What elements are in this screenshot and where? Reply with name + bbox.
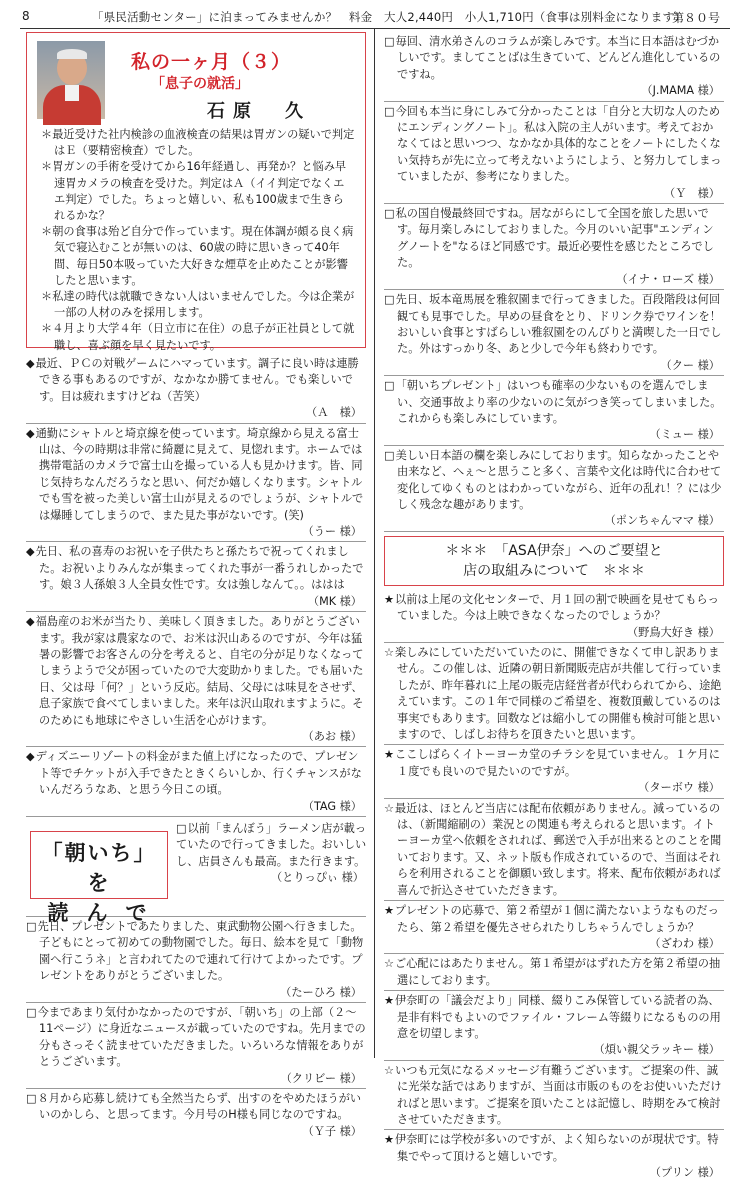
column-divider (374, 28, 375, 1058)
list-item: ☆いつも元気になるメッセージ有難うございます。ご提案の件、誠に光栄な話ではありますが、当面は市販のものをお使いいただければと思います。ご提案を頂いたことは記憶し、時期をみて検討させていただきます。 (384, 1061, 724, 1131)
list-item: ◆福島産のお米が当たり、美味しく頂きました。ありがとうございます。我が家は農家なので、お米は沢山あるのですが、今年は猛暑の影響でお客さんの分を考えると、自宅の分が足りなくなってしまうようで父が困っていたので大変助かりました。でも届いた日、父は母「何？」という反応。結局、父母には味見をさせず、息子家族で食べてしまいました。来年は沢山取れますように。そのためにも地球にやさしい生活を心がけます。 （あお 様） (26, 612, 366, 747)
essay-body (41, 127, 355, 354)
issue-number: 第８０号 (671, 11, 720, 25)
essay-item: ＊最近受けた社内検診の血液検査の結果は胃ガンの疑いで判定はＥ（要精密検査）でした。 (41, 128, 355, 158)
signature: （ターボウ 様） (638, 781, 720, 795)
left-column (26, 32, 366, 1141)
list-item: □「朝いちプレゼント」はいつも確率の少ないものを選んでしまい、交通事故より率の少ないのに気がつき笑ってしまいました。これからも楽しみにしています。 （ミュー 様） (384, 376, 724, 446)
signature: （煩い親父ラッキー 様） (593, 1043, 720, 1057)
asaichi-letters (26, 917, 366, 1141)
signature: （あお 様） (302, 729, 362, 743)
essay-subtitle: 「息子の就活」 (151, 76, 249, 92)
list-item: ◆最近、ＰＣの対戦ゲームにハマっています。調子に良い時は連勝できる事もあるのですが、なかなか勝てません。でも楽しいです。目は疲れますけどね（苦笑） （Ａ 様） (26, 354, 366, 424)
signature: （ざわわ 様） (649, 936, 720, 950)
essay-item: ＊胃ガンの手術を受けてから16年経過し、再発か？と悩み早速胃カメラの検査を受けた。判定はＡ（イイ判定でなくエエ判定）でした。ちょっと嬉しい、私も100歳まで生きられるかな？ (41, 160, 347, 223)
list-item: □私の国自慢最終回ですね。居ながらにして全国を旅した思いです。毎月楽しみにしておりました。今月のいい記事"エンディングノートを"なるほど同感です。最近必要性を感じたところでした。 （イナ・ローズ 様） (384, 204, 724, 290)
list-item: ◆ディズニーリゾートの料金がまた値上げになったので、プレゼント等でチケットが入手できたときくらいしか、行くチャンスがないんだろうなあ、と思う今日この頃。 （TAG 様） (26, 747, 366, 817)
signature: （J.MAMA 様） (641, 84, 720, 98)
signature: （クリビー 様） (280, 1071, 362, 1085)
signature: （たーひろ 様） (280, 985, 362, 999)
reader-letters (26, 354, 366, 817)
signature: （Ａ 様） (306, 406, 362, 420)
essay-item: ＊朝の食事は殆ど自分で作っています。現在体調が頗る良く病気で寝込むことが無いのは、60歳の時に思いきって40年間、毎日50本吸っていた大好きな煙草を止めたことが影響したと思います。 (41, 225, 354, 287)
signature: （クー 様） (660, 358, 720, 372)
signature: （野鳥大好き 様） (626, 625, 720, 639)
signature: （Ｙ 様） (664, 186, 720, 200)
right-column (384, 32, 724, 1183)
list-item: □以前「まんぼう」ラーメン店が載っていたので行ってきました。おいしいし、店員さんも最高。また行きます。 （とりっぴぃ 様） (176, 821, 368, 887)
author-photo (37, 41, 105, 119)
header-notice: 「県民活動センター」に泊まってみませんか？ 料金 大人2,440円 小人1,710円（食事は別料金になります） (92, 10, 686, 24)
list-item: □毎回、清水弟さんのコラムが楽しみです。本当に日本語はむづかしいです。ましてことばは生きていて、どんどん進化しているのですね。 （J.MAMA 様） (384, 32, 724, 102)
list-item: ☆ご心配にはあたりません。第１希望がはずれた方を第２希望の抽選にしております。 (384, 954, 724, 991)
essay-box (26, 32, 366, 352)
header-rule (20, 28, 730, 29)
list-item: □今まであまり気付かなかったのですが、「朝いち」の上部（２～11ページ）に身近なニュースが載っていたのですね。先月までの分もさっそく読ませていただきました。いろいろな情報をありがとうございます。 （クリビー 様） (26, 1003, 366, 1089)
list-item: □今回も本当に身にしみて分かったことは「自分と大切な人のためにエンディングノート」。私は入院の主人がいます。考えておかなくてはと思いつつ、なかなか具体的なことをノートにしたくない気持ちが先に立って考えないようにしよう、と努力してしまっていましたが、参考になりました。 （Ｙ 様） (384, 102, 724, 204)
asa-requests (384, 590, 724, 1183)
list-item: ★伊奈町の「議会だより」同様、綴りこみ保管している読者の為、是非有料でもよいのでファイル・フレーム等綴りになるものの用意を切望します。 （煩い親父ラッキー 様） (384, 991, 724, 1061)
list-item: ◆通勤にシャトルと埼京線を使っています。埼京線から見える富士山は、今の時期は非常に綺麗に見えて、見惚れます。ホームでは携帯電話のカメラで富士山を撮っている人も見かけます。皆、同じ気持ちなんだろうなと思い、何だか嬉しくなります。シャトルでも雪を被った美しい富士山が見えるのでしょうが、シャトルでは爆睡してしまうので、また見た事がないです。(笑) （うー 様） (26, 424, 366, 543)
essay-title: 私の一ヶ月（３） (131, 51, 292, 73)
asaichi-label-box (30, 831, 168, 925)
list-item: □先日、坂本竜馬展を雅叙園まで行ってきました。百段階段は何回観ても見事でした。早めの昼食をとり、ドリンク券でワインを！おいしい食事とすばらしい雅叙園をのんびりと満喫した一日でした。外はすっかり冬、あと少しで今年も終わりです。 （クー 様） (384, 290, 724, 376)
signature: （ポンちゃんママ 様） (604, 514, 720, 528)
signature: （プリン 様） (649, 1166, 720, 1180)
list-item: ★ここしばらくイトーヨーカ堂のチラシを見ていません。１ケ月に１度でも良いので見たいのですが。 （ターボウ 様） (384, 745, 724, 798)
list-item: ☆最近は、ほとんど当店には配布依頼がありません。減っているのは、（新聞縮刷の）業況との関連も考えられると思います。イトーヨーカ堂へ依頼をされれば、郵送で入手が出来るとのことを聞いております。又、ネット版も作成されているので、当面はそれらを利用されることを御願い致します。将来、配布依頼があれば喜んで折込させていただきます。 (384, 799, 724, 901)
list-item: ☆楽しみにしていただいていたのに、開催できなくて申し訳ありません。この催しは、近隣の朝日新聞販売店が共催して行っていましたが、昨年暮れに上尾の販売店経営者が代わられてから、途絶えています。この１年で同様のご希望を、複数頂戴しているのは事実でもあります。回数などは縮小しての開催も検討可能と思いますので、しばしお待ちを頂きたいと思います。 (384, 643, 724, 745)
page-number: 8 (22, 9, 30, 23)
list-item: □８月から応募し続けても全然当たらず、出すのをやめたほうがいいのかしら、と思ってます。今月号のH様も同じなのですね。 （Ｙ子 様） (26, 1089, 366, 1141)
signature: （Ｙ子 様） (302, 1124, 362, 1138)
signature: （MK 様） (307, 594, 362, 608)
list-item: ◆先日、私の喜寿のお祝いを子供たちと孫たちで祝ってくれました。お祝いよりみんなが集まってくれた事が一番うれしかったです。娘３人孫娘３人全員女性です。女は強しなんて。。ははは （MK 様） (26, 542, 366, 612)
essay-item: ＊４月より大学４年（日立市に在住）の息子が正社員として就職し、喜ぶ顔を早く見たいです。 (41, 322, 355, 352)
essay-item: ＊私達の時代は就職できない人はいませんでした。今は企業が一部の人材のみを採用します。 (41, 290, 355, 320)
signature: （とりっぴぃ 様） (270, 871, 364, 885)
asaichi-section (26, 821, 367, 925)
asaichi-label: 読んで (47, 900, 165, 925)
signature: （TAG 様） (302, 799, 362, 813)
list-item: □美しい日本語の欄を楽しみにしております。知らなかったことや由来など、へぇ～と思うこと多く、言葉や文化は時代に合わせて変化してゆくものとはわかっていながら、近年の乱れ！？には少しく残念な趣があります。 （ポンちゃんママ 様） (384, 446, 724, 532)
signature: （イナ・ローズ 様） (616, 272, 720, 286)
signature: （うー 様） (302, 525, 362, 539)
signature: （ミュー 様） (649, 428, 720, 442)
asa-section-title: ＊＊＊ 「ASA伊奈」へのご要望と 店の取組みについて ＊＊＊ (384, 536, 724, 586)
list-item: ★プレゼントの応募で、第２希望が１個に満たないようなものだったら、第２希望を優先させられたりしちゃうんでしょうか？ （ざわわ 様） (384, 901, 724, 954)
essay-author: 石原 久 (207, 101, 311, 122)
list-item: □先日、プレゼントであたりました、東武動物公園へ行きました。子どもにとって初めての動物園でした。毎日、絵本を見て「動物園へ行こうネ」と言われてたので連れて行けてよかったです。プレゼントをありがとうございました。 （たーひろ 様） (26, 917, 366, 1003)
asaichi-label: 「朝いち」を (41, 840, 157, 895)
reader-letters-right (384, 32, 724, 532)
list-item: ★以前は上尾の文化センターで、月１回の割で映画を見せてもらっていました。今は上映できなくなったのでしょうか？ （野鳥大好き 様） (384, 590, 724, 643)
list-item: ★伊奈町には学校が多いのですが、よく知らないのが現状です。特集でやって頂けると嬉しいです。 （プリン 様） (384, 1130, 724, 1182)
